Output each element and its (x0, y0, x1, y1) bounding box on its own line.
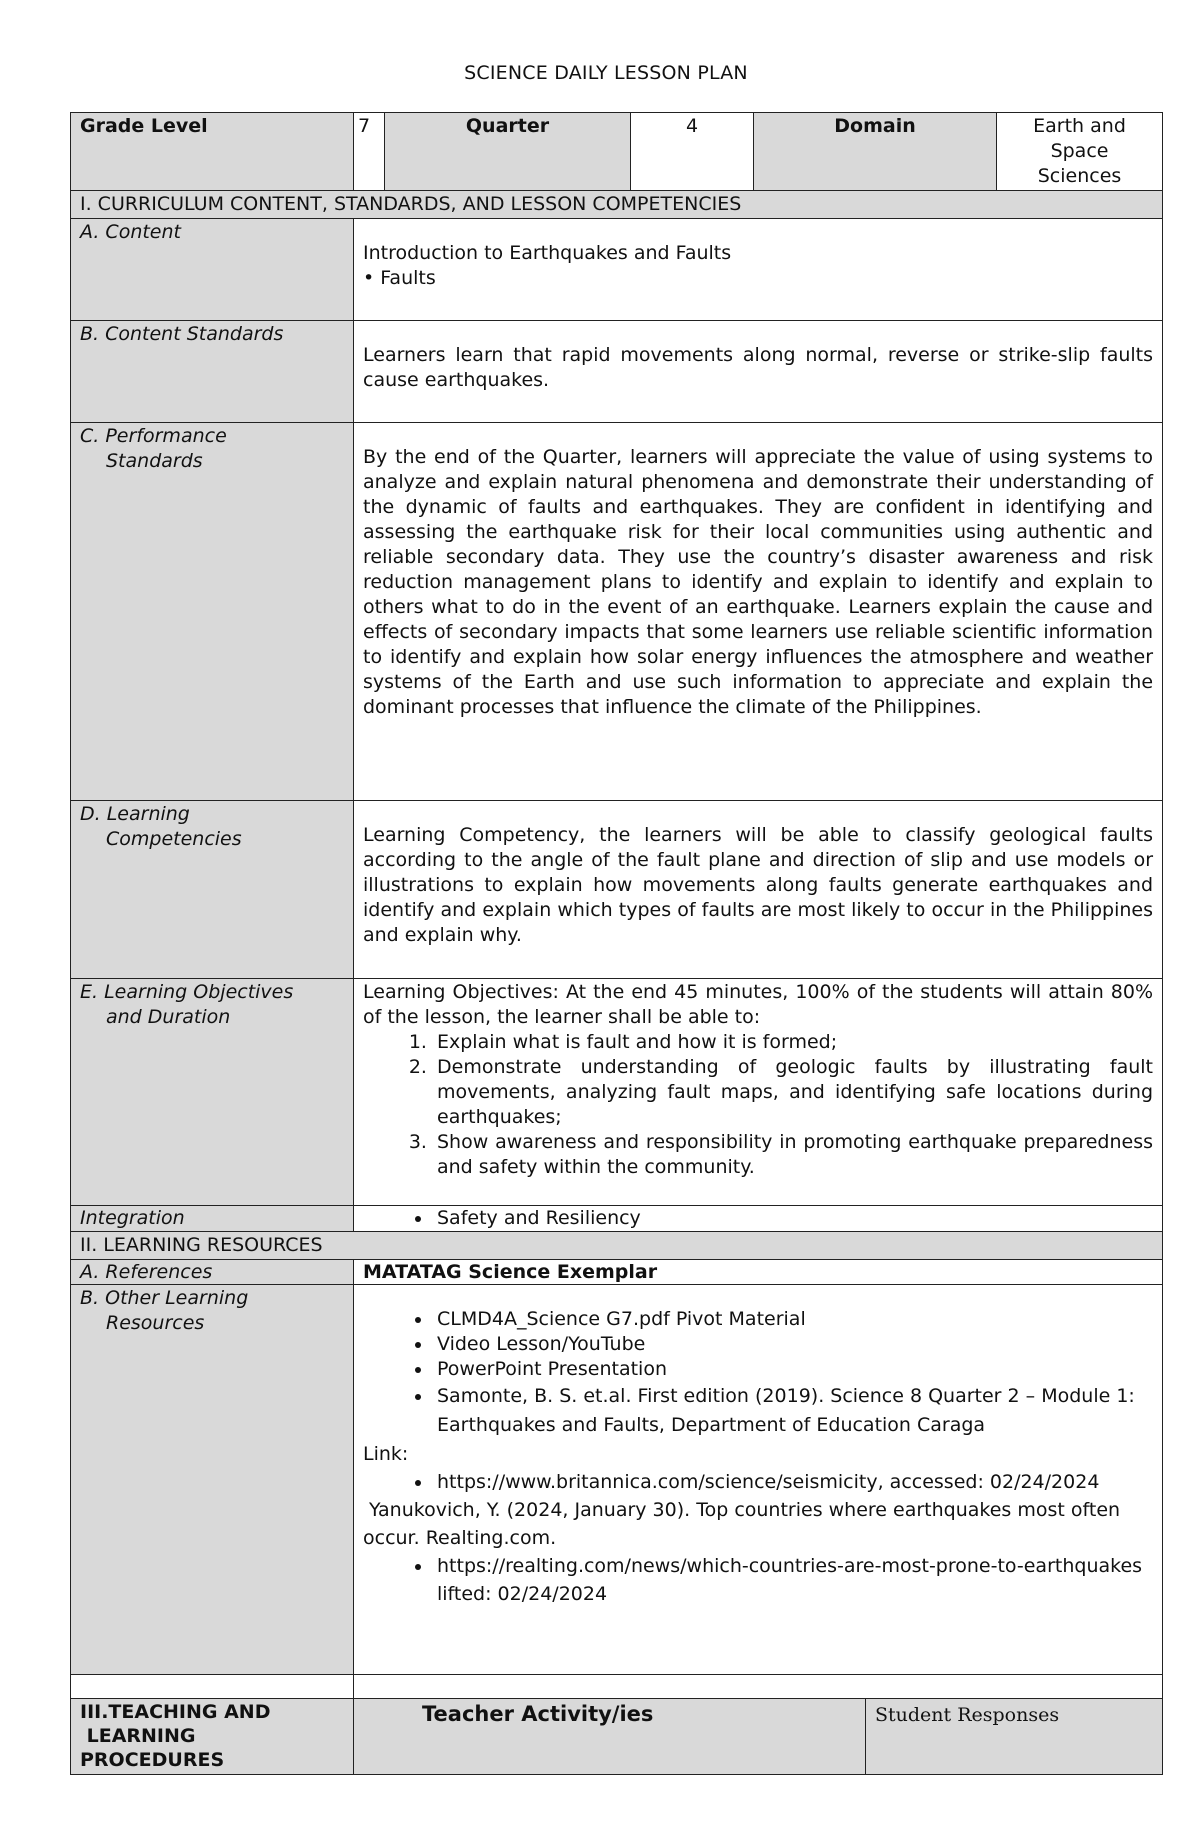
other-resources-row (71, 1285, 1163, 1675)
performance-standards-label: C. Performance (80, 425, 227, 447)
grade-level-value: 7 (354, 113, 385, 191)
teacher-activity-header: Teacher Activity/ies (354, 1699, 866, 1775)
objective-item: 2. Demonstrate understanding of geologic faults by illustrating fault movements, analyzing fault maps, and identifying safe locations during earthquakes; (433, 1055, 1153, 1130)
student-responses-header: Student Responses (866, 1699, 1163, 1775)
other-resources-list (363, 1307, 1153, 1440)
spacer-cell (354, 1675, 1163, 1699)
learning-competencies-text: Learning Competency, the learners will be able to classify geological faults according to the angle of the fault plane and direction of slip and use models or illustrations to explain how movements along faults generate earthquakes and identify and explain which types of faults are most likely to occur in the Philippines and explain why. (354, 801, 1163, 979)
content-row (71, 219, 1163, 321)
integration-row (71, 1206, 1163, 1232)
grade-level-label: Grade Level (71, 113, 354, 191)
content-standards-row (71, 321, 1163, 423)
objectives-label: E. Learning Objectives (80, 981, 294, 1003)
integration-item: • Safety and Resiliency (433, 1207, 1153, 1229)
quarter-label: Quarter (385, 113, 631, 191)
objectives-cell (354, 979, 1163, 1206)
section1-heading: I. CURRICULUM CONTENT, STANDARDS, AND LESSON COMPETENCIES (71, 191, 1163, 219)
section1-heading-row (71, 191, 1163, 219)
link-list (363, 1468, 1153, 1496)
resource-item: • PowerPoint Presentation (433, 1357, 1153, 1382)
spacer-row (71, 1675, 1163, 1699)
resource-item: • Video Lesson/YouTube (433, 1332, 1153, 1357)
domain-value: Earth and Space Sciences (997, 113, 1163, 191)
lesson-plan-table (70, 112, 1163, 1775)
objective-item: 1. Explain what is fault and how it is formed; (433, 1030, 1153, 1055)
citation-text: Yanukovich, Y. (2024, January 30). Top countries where earthquakes most often occur. Realting.com. (363, 1499, 1127, 1549)
integration-cell (354, 1206, 1163, 1232)
domain-label: Domain (754, 113, 997, 191)
other-resources-label: B. Other Learning (80, 1287, 249, 1309)
references-value: MATATAG Science Exemplar (354, 1260, 1163, 1285)
section3-heading-cell (71, 1699, 354, 1775)
performance-standards-text: By the end of the Quarter, learners will appreciate the value of using systems to analyze and explain natural phenomena and demonstrate their understanding of the dynamic of faults and earthquakes. They are confident in identifying and assessing the earthquake risk for their local communities using authentic and reliable secondary data. They use the country’s disaster awareness and risk reduction management plans to identify and explain to identify and explain to others what to do in the event of an earthquake. Learners explain the cause and effects of secondary impacts that some learners use reliable scientific information to identify and explain how solar energy influences the atmosphere and weather systems of the Earth and use such information to appreciate and explain the dominant processes that influence the climate of the Philippines. (354, 423, 1163, 801)
integration-label: Integration (71, 1206, 354, 1232)
section2-heading-row (71, 1232, 1163, 1260)
content-standards-text: Learners learn that rapid movements along normal, reverse or strike-slip faults cause earthquakes. (354, 321, 1163, 423)
performance-standards-label-cell (71, 423, 354, 801)
content-label: A. Content (71, 219, 354, 321)
objectives-row (71, 979, 1163, 1206)
objectives-list (363, 1030, 1153, 1180)
content-cell (354, 219, 1163, 321)
content-subtopic: • Faults (363, 267, 436, 289)
resource-item: • CLMD4A_Science G7.pdf Pivot Material (433, 1307, 1153, 1332)
link-list-2 (363, 1552, 1153, 1608)
section2-heading: II. LEARNING RESOURCES (71, 1232, 1163, 1260)
other-resources-cell (354, 1285, 1163, 1675)
performance-standards-label-2: Standards (106, 450, 203, 472)
references-label: A. References (71, 1260, 354, 1285)
performance-standards-row (71, 423, 1163, 801)
other-resources-label-2: Resources (106, 1312, 205, 1334)
section3-heading: III.TEACHING AND (80, 1701, 271, 1723)
objectives-intro: Learning Objectives: At the end 45 minutes, 100% of the students will attain 80% of the lesson, the learner shall be able to: (363, 981, 1154, 1028)
section3-heading-row (71, 1699, 1163, 1775)
section3-heading-3: PROCEDURES (80, 1749, 225, 1771)
content-standards-label: B. Content Standards (71, 321, 354, 423)
references-row (71, 1260, 1163, 1285)
page-title: SCIENCE DAILY LESSON PLAN (464, 62, 748, 84)
objectives-label-cell (71, 979, 354, 1206)
learning-competencies-row (71, 801, 1163, 979)
integration-list (363, 1207, 1153, 1229)
resource-link-2[interactable]: • https://realting.com/news/which-countries-are-most-prone-to-earthquakes lifted: 02/24/2024 (433, 1552, 1153, 1608)
other-resources-label-cell (71, 1285, 354, 1675)
objectives-label-2: and Duration (106, 1006, 231, 1028)
objective-item: 3. Show awareness and responsibility in promoting earthquake preparedness and safety within the community. (433, 1130, 1153, 1180)
resource-link[interactable]: • https://www.britannica.com/science/seismicity, accessed: 02/24/2024 (433, 1468, 1153, 1496)
spacer-cell (71, 1675, 354, 1699)
quarter-value: 4 (631, 113, 754, 191)
learning-competencies-label: D. Learning (80, 803, 190, 825)
resource-item: • Samonte, B. S. et.al. First edition (2019). Science 8 Quarter 2 – Module 1: Earthquakes and Faults, Department of Education Caraga (433, 1382, 1153, 1440)
header-row (71, 113, 1163, 191)
learning-competencies-label-2: Competencies (106, 828, 242, 850)
learning-competencies-label-cell (71, 801, 354, 979)
content-topic: Introduction to Earthquakes and Faults (363, 242, 732, 264)
link-label: Link: (363, 1443, 409, 1465)
section3-heading-2: LEARNING (80, 1725, 196, 1747)
